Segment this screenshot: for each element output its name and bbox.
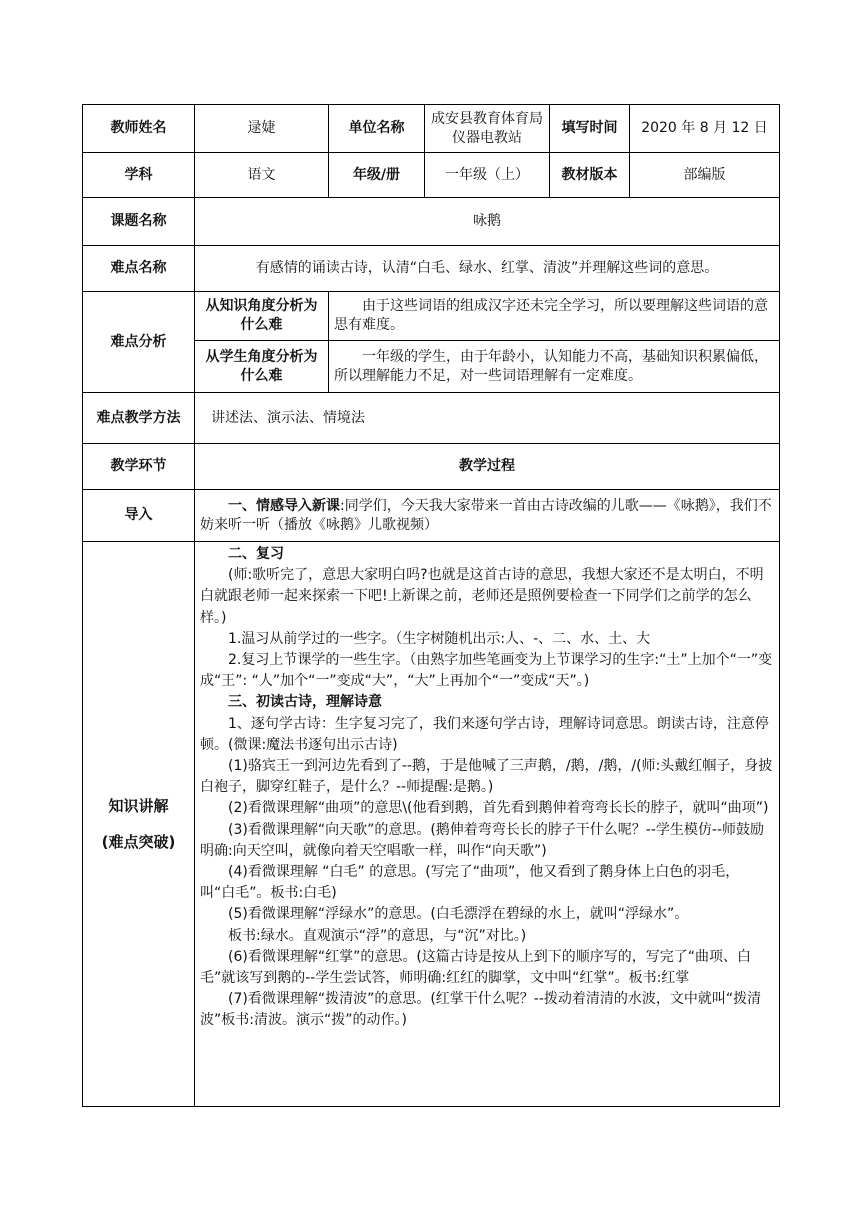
intro-label: 导入 xyxy=(83,490,195,542)
unit-label: 单位名称 xyxy=(329,105,425,153)
date-value: 2020 年 8 月 12 日 xyxy=(630,105,780,153)
student-angle-label: 从学生角度分析为什么难 xyxy=(195,341,329,393)
knowledge-p12: (7)看微课理解“拨清波”的意思。(红掌干什么呢？--拨动着清清的水波，文中就叫“拨清波”板书:清波。演示“拨”的动作。) xyxy=(200,991,762,1029)
analysis-row-knowledge xyxy=(83,292,780,341)
knowledge-label-cell xyxy=(83,542,195,1107)
student-angle-value xyxy=(329,341,780,393)
teacher-value: 逯婕 xyxy=(195,105,329,153)
knowledge-p7: (3)看微课理解“向天歌”的意思。(鹅伸着弯弯长长的脖子干什么呢？--学生模仿--师鼓励明确:向天空叫，就像向着天空唱歌一样，叫作“向天歌”) xyxy=(200,821,765,859)
subject-label: 学科 xyxy=(83,153,195,198)
topic-row xyxy=(83,198,780,246)
knowledge-label: 知识讲解 xyxy=(108,797,169,815)
unit-value: 成安县教育体育局仪器电教站 xyxy=(425,105,550,153)
knowledge-p9: (5)看微课理解“浮绿水”的意思。(白毛漂浮在碧绿的水上，就叫“浮绿水”。 xyxy=(228,906,689,923)
read-heading: 三、初读古诗，理解诗意 xyxy=(228,694,382,711)
lesson-plan-table xyxy=(82,104,780,1107)
topic-label: 课题名称 xyxy=(83,198,195,246)
topic-value: 咏鹅 xyxy=(195,198,780,246)
knowledge-angle-label: 从知识角度分析为什么难 xyxy=(195,292,329,341)
knowledge-row xyxy=(83,542,780,1107)
difficulty-value: 有感情的诵读古诗，认清“白毛、绿水、红掌、清波”并理解这些词的意思。 xyxy=(195,246,780,292)
intro-paragraph xyxy=(200,497,774,535)
knowledge-label-sub: (难点突破) xyxy=(101,833,176,851)
difficulty-row xyxy=(83,246,780,292)
knowledge-angle-value xyxy=(329,292,780,341)
subject-value: 语文 xyxy=(195,153,329,198)
method-row xyxy=(83,393,780,444)
knowledge-p2: 1.温习从前学过的一些字。（生字树随机出示:人、-、二、水、土、大 xyxy=(228,630,651,647)
info-row-1 xyxy=(83,105,780,153)
student-angle-text: 一年级的学生，由于年龄小，认知能力不高，基础知识积累偏低，所以理解能力不足，对一些词语理解有一定难度。 xyxy=(334,348,768,384)
process-step-label: 教学环节 xyxy=(83,444,195,490)
method-value: 讲述法、演示法、情境法 xyxy=(195,393,780,444)
knowledge-p6: (2)看微课理解“曲项”的意思\(他看到鹅，首先看到鹅伸着弯弯长长的脖子，就叫“曲项”) xyxy=(228,800,769,817)
grade-value: 一年级（上） xyxy=(425,153,550,198)
intro-row xyxy=(83,490,780,542)
knowledge-angle-text: 由于这些词语的组成汉字还未完全学习，所以要理解这些词语的意思有难度。 xyxy=(334,298,768,333)
edition-label: 教材版本 xyxy=(550,153,630,198)
process-header-row xyxy=(83,444,780,490)
knowledge-content xyxy=(195,542,780,1107)
knowledge-p1: (师:歌听完了，意思大家明白吗?也就是这首古诗的意思，我想大家还不是太明白，不明白就跟老师一起来探索一下吧!上新课之前，老师还是照例要检查一下同学们之前学的怎么样。) xyxy=(200,567,764,626)
knowledge-p10: 板书:绿水。直观演示“浮”的意思，与“沉”对比。) xyxy=(228,927,527,944)
date-label: 填写时间 xyxy=(550,105,630,153)
grade-label: 年级/册 xyxy=(329,153,425,198)
analysis-label: 难点分析 xyxy=(83,292,195,393)
info-row-2 xyxy=(83,153,780,198)
review-heading: 二、复习 xyxy=(228,546,284,562)
knowledge-p5: (1)骆宾王一到河边先看到了--鹅，于是他喊了三声鹅，/鹅，/鹅，/(师:头戴红帼子，身披白袍子，脚穿红鞋子，是什么？--师提醒:是鹅。) xyxy=(200,758,773,796)
knowledge-p3: 2.复习上节课学的一些生字。（由熟字加些笔画变为上节课学习的生字:“土”上加个“一”变成“王”: “人”加个“一”变成“大”，“大”上再加个“一”变成“天”。) xyxy=(200,652,773,690)
edition-value: 部编版 xyxy=(630,153,780,198)
difficulty-label: 难点名称 xyxy=(83,246,195,292)
method-label: 难点教学方法 xyxy=(83,393,195,444)
knowledge-p11: (6)看微课理解“红掌”的意思。(这篇古诗是按从上到下的顺序写的，写完了“曲项、白毛”就该写到鹅的--学生尝试答，师明确:红红的脚掌，文中叫“红掌”。板书:红掌 xyxy=(200,948,752,987)
knowledge-p8: (4)看微课理解 “白毛” 的意思。(写完了“曲项”，他又看到了鹅身体上白色的羽毛，叫“白毛”。板书:白毛) xyxy=(200,864,740,902)
teacher-label: 教师姓名 xyxy=(83,105,195,153)
knowledge-p4: 1、逐句学古诗：生字复习完了，我们来逐句学古诗，理解诗词意思。朗读古诗，注意停顿。(微课:魔法书逐句出示古诗) xyxy=(200,715,769,753)
intro-heading: 一、情感导入新课 xyxy=(228,497,340,514)
intro-content xyxy=(195,490,780,542)
process-content-label: 教学过程 xyxy=(195,444,780,490)
intro-text: :同学们，今天我大家带来一首由古诗改编的儿歌——《咏鹅》，我们不妨来听一听（播放《咏鹅》儿歌视频） xyxy=(200,497,772,533)
